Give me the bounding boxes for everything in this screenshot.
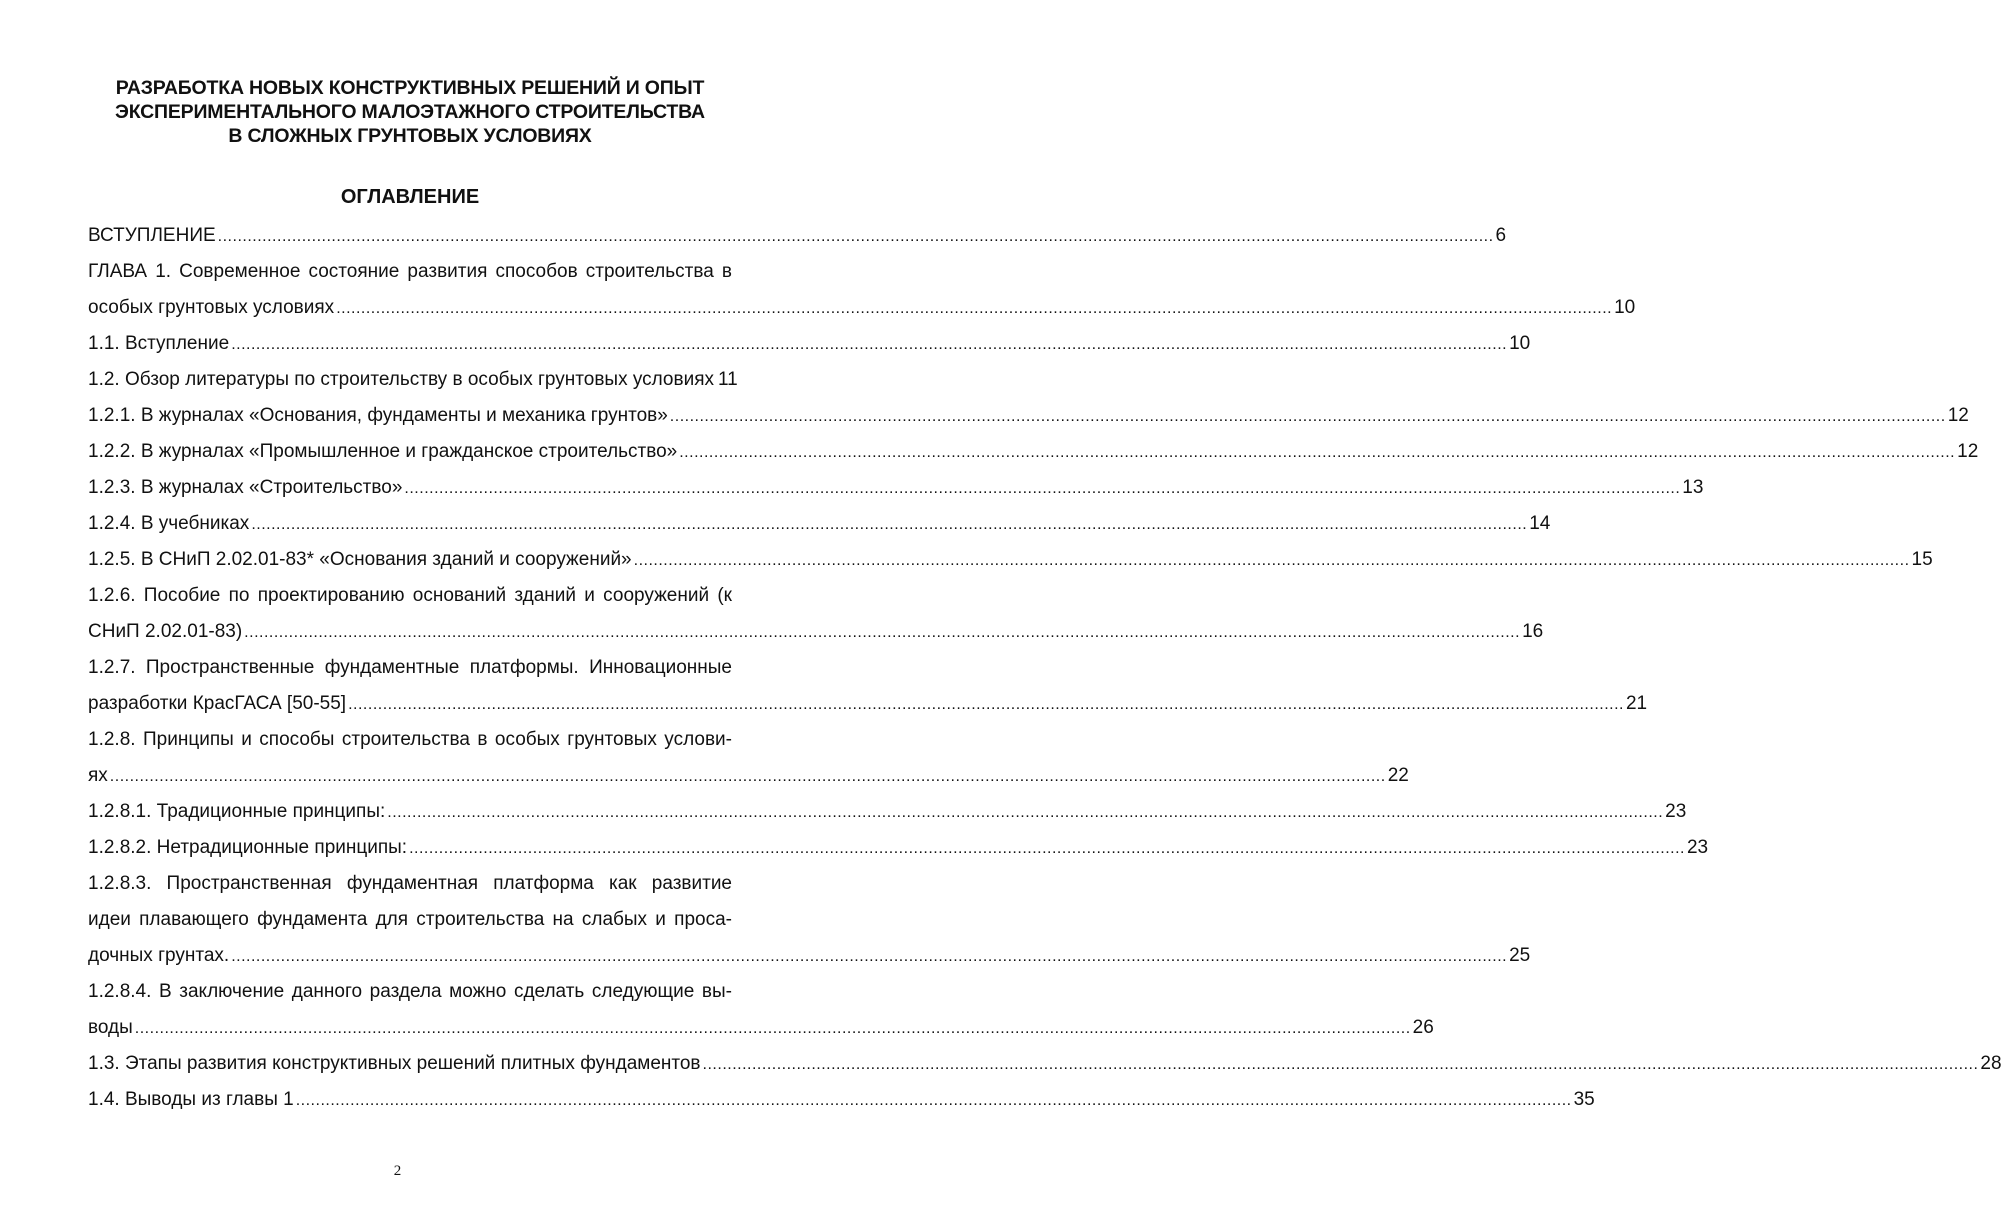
title-line-1: РАЗРАБОТКА НОВЫХ КОНСТРУКТИВНЫХ РЕШЕНИЙ И ОПЫТ [115,77,705,99]
toc-entry-last-line [88,218,1507,254]
toc-entry-page: 10 [1614,297,1636,318]
toc-entry-page: 12 [1947,405,1969,426]
dot-leader [703,1047,1979,1083]
toc-entry-line: 1.2.6. Пособие по проектированию оснований зданий и сооружений (к [88,585,732,606]
toc-entry-last-line [88,794,1687,830]
toc-entry-page: 35 [1573,1089,1595,1110]
dot-leader [670,399,1946,435]
toc-entry-title: особых грунтовых условиях [88,297,335,318]
toc-entry-title: 1.2.5. В СНиП 2.02.01-83* «Основания зданий и сооружений» [88,549,632,570]
toc-entry-last-line [88,542,1933,578]
toc-entry-line: 1.2.7. Пространственные фундаментные платформы. Инновационные [88,657,732,678]
toc-entry [88,542,1933,578]
document-title [90,76,730,148]
dot-leader [634,543,1910,579]
dot-leader [231,327,1507,363]
title-line-2: ЭКСПЕРИМЕНТАЛЬНОГО МАЛОЭТАЖНОГО СТРОИТЕЛЬСТВА [115,101,705,123]
dot-leader [244,615,1520,651]
toc-entry-page: 23 [1665,801,1687,822]
toc-entry-line: 1.2.8.4. В заключение данного раздела можно сделать следующие вы- [88,981,732,1002]
toc-entry-last-line [88,470,1704,506]
toc-entry-title: ях [88,765,108,786]
toc-entry-title: 1.2.8.1. Традиционные принципы: [88,801,386,822]
toc-entry-last-line [88,938,1531,974]
toc-entry [88,470,1704,506]
toc-entry [88,866,1531,974]
toc-entry [88,794,1687,830]
dot-leader [679,435,1955,471]
dot-leader [336,291,1612,327]
toc-entry [88,326,1531,362]
toc-entry-page: 12 [1957,441,1979,462]
dot-leader [110,759,1386,795]
toc-entry-page: 28 [1980,1053,2002,1074]
toc-entry-page: 6 [1495,225,1507,246]
toc-entry-title: 1.3. Этапы развития конструктивных решений плитных фундаментов [88,1053,701,1074]
toc-entry [88,434,1979,470]
toc-entry-page: 15 [1911,549,1933,570]
title-line-3: В СЛОЖНЫХ ГРУНТОВЫХ УСЛОВИЯХ [228,125,592,147]
page-number: 2 [393,1163,402,1179]
toc-entry-last-line [88,326,1531,362]
toc-entry-last-line [88,434,1979,470]
toc-entry-line: ГЛАВА 1. Современное состояние развития способов строительства в [88,261,732,282]
toc-entry [88,1082,1595,1118]
toc-entry [88,218,1507,254]
toc-entry-title: воды [88,1017,133,1038]
toc-entry-title: 1.2.2. В журналах «Промышленное и гражданское строительство» [88,441,678,462]
toc-entry-last-line [88,362,738,398]
toc-entry-title: 1.2.3. В журналах «Строительство» [88,477,403,498]
toc-entry-page: 22 [1387,765,1409,786]
toc-heading: ОГЛАВЛЕНИЕ [340,186,480,208]
toc-entry-page: 13 [1682,477,1704,498]
toc-entry-last-line [88,398,1969,434]
dot-leader [387,795,1663,831]
dot-leader [296,1083,1572,1119]
toc-entry [88,362,738,398]
toc-entry [88,974,1434,1046]
toc-entry-last-line [88,1046,2002,1082]
toc-entry-title: 1.1. Вступление [88,333,230,354]
dot-leader [348,687,1624,723]
toc-entry-title: 1.2.8.2. Нетрадиционные принципы: [88,837,408,858]
toc-entry-title: 1.2.1. В журналах «Основания, фундаменты и механика грунтов» [88,405,668,426]
toc-entry [88,650,1648,722]
toc-entry-page: 14 [1529,513,1551,534]
toc-entry-page: 21 [1625,693,1648,714]
dot-leader [135,1011,1411,1047]
toc-entry-page: 26 [1412,1017,1434,1038]
toc-entry-last-line [88,290,1636,326]
table-of-contents [88,218,2002,1118]
toc-entry-page: 16 [1522,621,1544,642]
toc-entry-page: 10 [1509,333,1531,354]
toc-entry-title: дочных грунтах. [88,945,230,966]
dot-leader [251,507,1527,543]
toc-entry-last-line [88,506,1551,542]
toc-entry-title: СНиП 2.02.01-83) [88,621,243,642]
toc-entry-title: ВСТУПЛЕНИЕ [88,225,216,246]
toc-entry-page: 23 [1686,837,1709,858]
toc-entry-last-line [88,614,1544,650]
toc-entry-last-line [88,1010,1434,1046]
toc-entry [88,578,1544,650]
toc-entry-title: 1.2. Обзор литературы по строительству в особых грунтовых условиях [88,369,714,390]
toc-entry [88,398,1969,434]
toc-entry-last-line [88,830,1709,866]
toc-entry [88,722,1409,794]
toc-entry-line: идеи плавающего фундамента для строительства на слабых и проса- [88,909,732,930]
toc-entry [88,506,1551,542]
toc-entry-page: 11 [718,369,738,390]
toc-entry [88,830,1709,866]
dot-leader [218,219,1494,255]
toc-entry-title: 1.2.4. В учебниках [88,513,250,534]
toc-entry-last-line [88,686,1648,722]
toc-entry-line: 1.2.8.3. Пространственная фундаментная платформа как развитие [88,873,732,894]
dot-leader [231,939,1507,975]
toc-entry-last-line [88,758,1409,794]
toc-entry-line: 1.2.8. Принципы и способы строительства в особых грунтовых услови- [88,729,732,750]
toc-entry-title: 1.4. Выводы из главы 1 [88,1089,294,1110]
toc-entry [88,254,1636,326]
toc-entry-last-line [88,1082,1595,1118]
toc-entry-page: 25 [1509,945,1531,966]
toc-entry [88,1046,2002,1082]
dot-leader [404,471,1680,507]
toc-entry-title: разработки КрасГАСА [50-55] [88,693,347,714]
dot-leader [409,831,1685,867]
